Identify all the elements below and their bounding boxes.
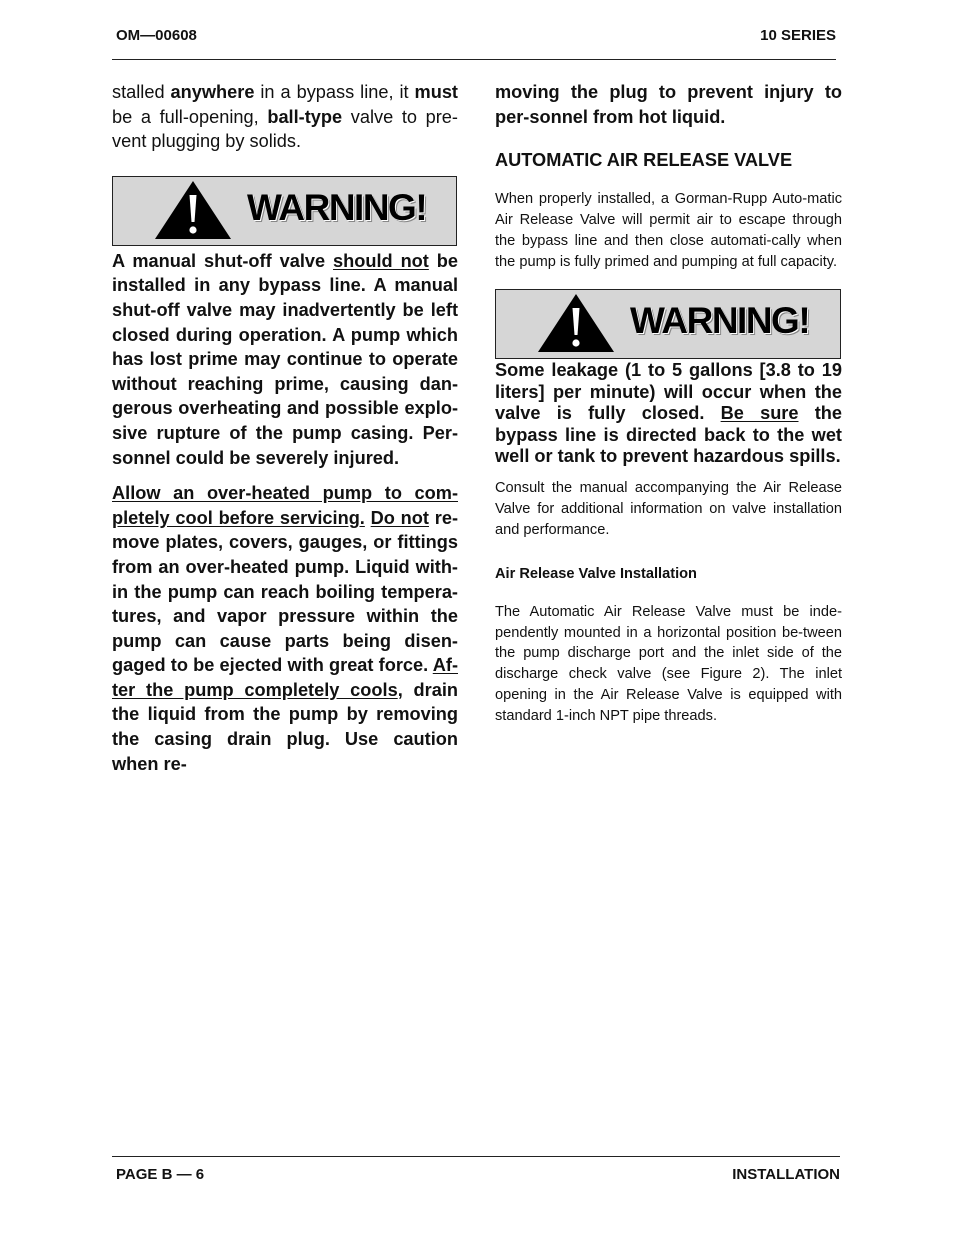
intro-text-3: be a full-opening, [112, 106, 268, 127]
footer-page-number: PAGE B — 6 [116, 1166, 205, 1183]
warning2-underline-do-not: Do not [370, 507, 429, 528]
header-doc-number: OM—00608 [116, 27, 197, 44]
warning2-text-2: , drain the liquid from the pump by removing the casing drain plug. Use caution when re- [112, 679, 458, 774]
warning-continuation: moving the plug to prevent injury to per-sonnel from hot liquid. [495, 82, 842, 127]
warning3-text-1: Some leakage (1 to 5 gallons [3.8 to 19 liters] per minute) will occur when the valve is fully closed. [495, 360, 842, 424]
warning-banner-2 [495, 289, 841, 359]
intro-bold-anywhere: anywhere [170, 82, 255, 102]
warning-triangle-icon [536, 292, 616, 354]
intro-text-4: valve to pre-vent plugging by solids. [112, 106, 458, 152]
consult-paragraph: Consult the manual accompanying the Air Release Valve for additional information on valve installation and performance. [495, 480, 842, 538]
subheading-installation: Air Release Valve Installation [495, 565, 697, 582]
warning2-text-1: re-move plates, covers, gauges, or fittings from an over-heated pump. Liquid with-in the pump can reach boiling tempera-tures, and vapor pressure within the pump can cause parts being disen-gaged to be ejected with great force. [112, 507, 459, 676]
installation-paragraph: The Automatic Air Release Valve must be inde-pendently mounted in a horizontal position be-tween the pump discharge port and the inlet side of the discharge check valve (see Figure 2). The inlet opening in the Air Release Valve is equipped with standard 1-inch NPT pipe threads. [495, 603, 842, 724]
section-body: When properly installed, a Gorman-Rupp Auto-matic Air Release Valve will permit air to escape through the bypass line and then close automati-cally when the pump is fully primed and pumping at full capacity. [495, 191, 842, 270]
section-heading: AUTOMATIC AIR RELEASE VALVE [495, 150, 793, 171]
intro-text-2: in a bypass line, it [254, 82, 415, 102]
header-series: 10 SERIES [760, 27, 836, 44]
intro-bold-ball-type: ball-type [267, 106, 343, 127]
left-column [112, 80, 458, 776]
footer-section: INSTALLATION [732, 1166, 840, 1183]
warning-triangle-icon [153, 179, 233, 241]
warning1-text-2: be installed in any bypass line. A manual shut-off valve may inadvertently be left closed during operation. A pump which has lost prime may continue to operate without reaching prime, causing dan-gerous overheating and possible explo-sive rupture of the pump casing. Per-sonnel could be severely injured. [112, 250, 458, 468]
warning3-underline-be-sure: Be sure [720, 403, 799, 424]
warning-label: WARNING! [630, 300, 810, 342]
header-divider [112, 59, 836, 60]
warning1-text-1: A manual shut-off valve [112, 250, 334, 271]
intro-text-1: stalled [112, 82, 171, 102]
warning2-underline-after-cools: Af-ter the pump completely cools [112, 655, 458, 700]
warning1-underline-should-not: should not [333, 250, 429, 271]
warning-banner-1 [112, 176, 457, 246]
footer-divider [112, 1156, 840, 1157]
warning-text-shutoff-valve [112, 249, 458, 470]
intro-paragraph [112, 80, 458, 154]
warning2-underline-cool: Allow an over-heated pump to com-pletely cool before servicing. [112, 483, 458, 528]
warning-text-leakage [495, 360, 842, 467]
warning-text-overheated-pump [112, 481, 458, 776]
warning-label: WARNING! [247, 186, 427, 228]
intro-bold-must: must [414, 82, 458, 102]
right-column [495, 80, 842, 727]
warning3-text-2: the bypass line is directed back to the wet well or tank to prevent hazardous spills. [495, 403, 842, 466]
